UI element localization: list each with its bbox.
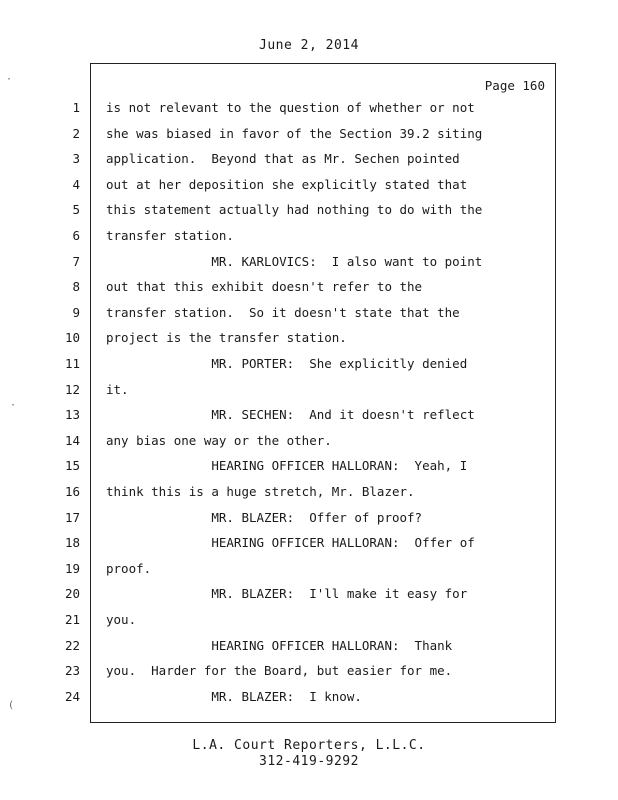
transcript-line: MR. SECHEN: And it doesn't reflect bbox=[106, 407, 475, 423]
line-number: 21 bbox=[64, 612, 80, 627]
line-number: 2 bbox=[72, 125, 80, 141]
line-number: 10 bbox=[64, 330, 80, 346]
line-number: 3 bbox=[72, 151, 80, 167]
footer-company: L.A. Court Reporters, L.L.C. bbox=[192, 738, 426, 753]
transcript-line: is not relevant to the question of whether or not bbox=[106, 100, 475, 115]
transcript-line: transfer station. So it doesn't state that the bbox=[106, 304, 460, 320]
line-number: 18 bbox=[64, 535, 80, 551]
transcript-line: this statement actually had nothing to do with the bbox=[106, 202, 483, 218]
scan-speck: · bbox=[10, 400, 17, 411]
transcript-line: proof. bbox=[106, 560, 152, 576]
transcript-line: she was biased in favor of the Section 39.2 siting bbox=[106, 125, 483, 141]
line-number: 13 bbox=[64, 407, 80, 423]
line-number: 7 bbox=[72, 253, 80, 269]
transcript-line: HEARING OFFICER HALLORAN: Offer of bbox=[106, 535, 475, 551]
transcript-line: think this is a huge stretch, Mr. Blazer. bbox=[106, 484, 415, 499]
transcript-line: project is the transfer station. bbox=[106, 330, 347, 346]
transcript-line: MR. PORTER: She explicitly denied bbox=[106, 356, 468, 371]
transcript-line: MR. KARLOVICS: I also want to point bbox=[106, 253, 483, 269]
footer-phone: 312-419-9292 bbox=[259, 754, 359, 769]
line-number: 12 bbox=[64, 381, 80, 397]
line-number: 19 bbox=[64, 560, 80, 576]
line-number: 16 bbox=[64, 484, 80, 499]
line-number: 8 bbox=[72, 279, 80, 295]
transcript-line: transfer station. bbox=[106, 228, 234, 243]
transcript-line: HEARING OFFICER HALLORAN: Thank bbox=[106, 637, 453, 653]
transcript-line: out that this exhibit doesn't refer to the bbox=[106, 279, 423, 295]
line-number: 4 bbox=[72, 176, 80, 192]
transcript-line: it. bbox=[106, 381, 129, 397]
line-number: 15 bbox=[64, 458, 80, 474]
line-number: 1 bbox=[72, 100, 80, 115]
transcript-line: MR. BLAZER: I'll make it easy for bbox=[106, 586, 468, 602]
scan-speck: ( bbox=[8, 700, 15, 711]
scan-speck: · bbox=[6, 74, 13, 85]
transcript-line: you. Harder for the Board, but easier for me. bbox=[106, 663, 453, 679]
line-number: 14 bbox=[64, 432, 80, 448]
header-date: June 2, 2014 bbox=[259, 38, 359, 53]
transcript-line: MR. BLAZER: I know. bbox=[106, 688, 362, 704]
line-number: 5 bbox=[72, 202, 80, 218]
transcript-line: HEARING OFFICER HALLORAN: Yeah, I bbox=[106, 458, 468, 474]
line-number: 20 bbox=[64, 586, 80, 602]
transcript-line: out at her deposition she explicitly stated that bbox=[106, 176, 468, 192]
line-number: 9 bbox=[72, 304, 80, 320]
line-number: 24 bbox=[64, 688, 80, 704]
line-number: 17 bbox=[64, 509, 80, 525]
transcript-line: you. bbox=[106, 612, 137, 627]
transcript-line: MR. BLAZER: Offer of proof? bbox=[106, 509, 423, 525]
line-number: 23 bbox=[64, 663, 80, 679]
transcript-line: any bias one way or the other. bbox=[106, 432, 332, 448]
page-number: Page 160 bbox=[484, 78, 545, 93]
line-number: 11 bbox=[64, 356, 80, 371]
line-number: 22 bbox=[64, 637, 80, 653]
transcript-line: application. Beyond that as Mr. Sechen pointed bbox=[106, 151, 460, 167]
line-number: 6 bbox=[72, 228, 80, 243]
